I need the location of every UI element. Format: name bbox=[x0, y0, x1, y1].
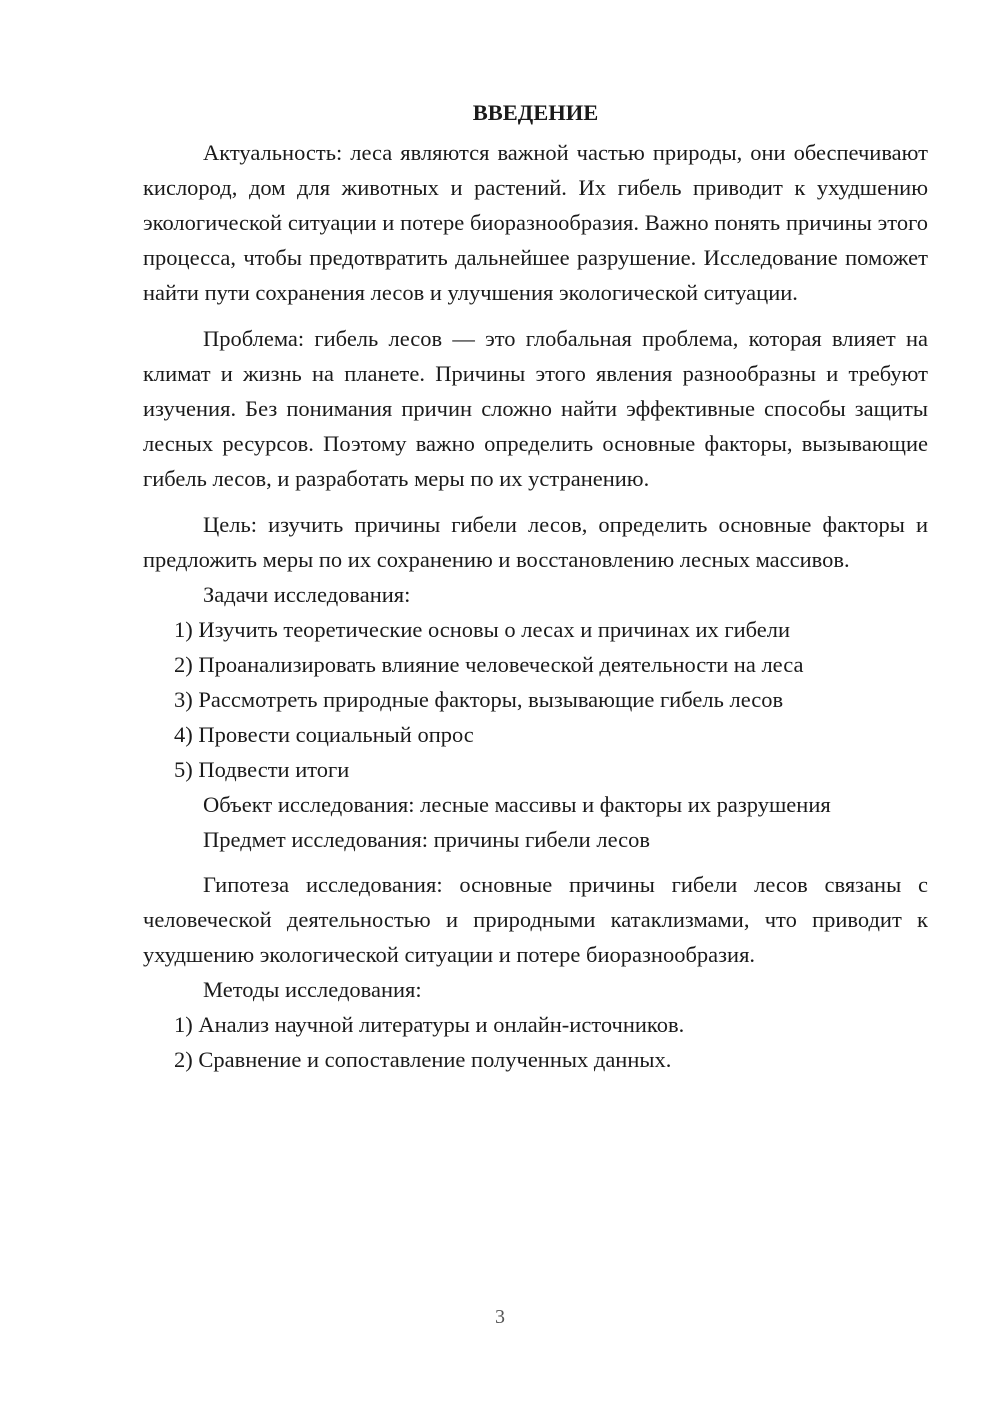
relevance-paragraph: Актуальность: леса являются важной частью природы, они обеспечивают кислород, дом для животных и растений. Их гибель приводит к ухудшению экологической ситуации и потере биоразнообразия. Важно понять причины этого процесса, чтобы предотвратить дальнейшее разрушение. Исследование поможет найти пути сохранения лесов и улучшения экологической ситуации. bbox=[143, 140, 928, 305]
object-line: Объект исследования: лесные массивы и факторы их разрушения bbox=[203, 792, 831, 817]
goal-paragraph: Цель: изучить причины гибели лесов, определить основные факторы и предложить меры по их сохранению и восстановлению лесных массивов. bbox=[143, 512, 928, 572]
method-item-1: 1) Анализ научной литературы и онлайн-источников. bbox=[174, 1012, 685, 1037]
problem-paragraph: Проблема: гибель лесов — это глобальная проблема, которая влияет на климат и жизнь на планете. Причины этого явления разнообразны и требуют изучения. Без понимания причин сложно найти эффективные способы защиты лесных ресурсов. Поэтому важно определить основные факторы, вызывающие гибель лесов, и разработать меры по их устранению. bbox=[143, 326, 928, 491]
hypothesis-paragraph: Гипотеза исследования: основные причины гибели лесов связаны с человеческой деятельностью и природными катаклизмами, что приводит к ухудшению экологической ситуации и потере биоразнообразия. bbox=[143, 872, 928, 967]
page-number: 3 bbox=[495, 1306, 505, 1328]
task-item-1: 1) Изучить теоретические основы о лесах и причинах их гибели bbox=[174, 617, 791, 642]
tasks-title: Задачи исследования: bbox=[203, 582, 411, 607]
document-page bbox=[143, 95, 928, 1077]
task-item-5: 5) Подвести итоги bbox=[174, 757, 350, 782]
task-item-3: 3) Рассмотреть природные факторы, вызывающие гибель лесов bbox=[174, 687, 784, 712]
subject-line: Предмет исследования: причины гибели лесов bbox=[203, 827, 650, 852]
task-item-2: 2) Проанализировать влияние человеческой деятельности на леса bbox=[174, 652, 804, 677]
task-item-4: 4) Провести социальный опрос bbox=[174, 722, 474, 747]
method-item-2: 2) Сравнение и сопоставление полученных данных. bbox=[174, 1047, 672, 1072]
methods-title: Методы исследования: bbox=[203, 977, 422, 1002]
section-heading: ВВЕДЕНИЕ bbox=[472, 100, 599, 125]
